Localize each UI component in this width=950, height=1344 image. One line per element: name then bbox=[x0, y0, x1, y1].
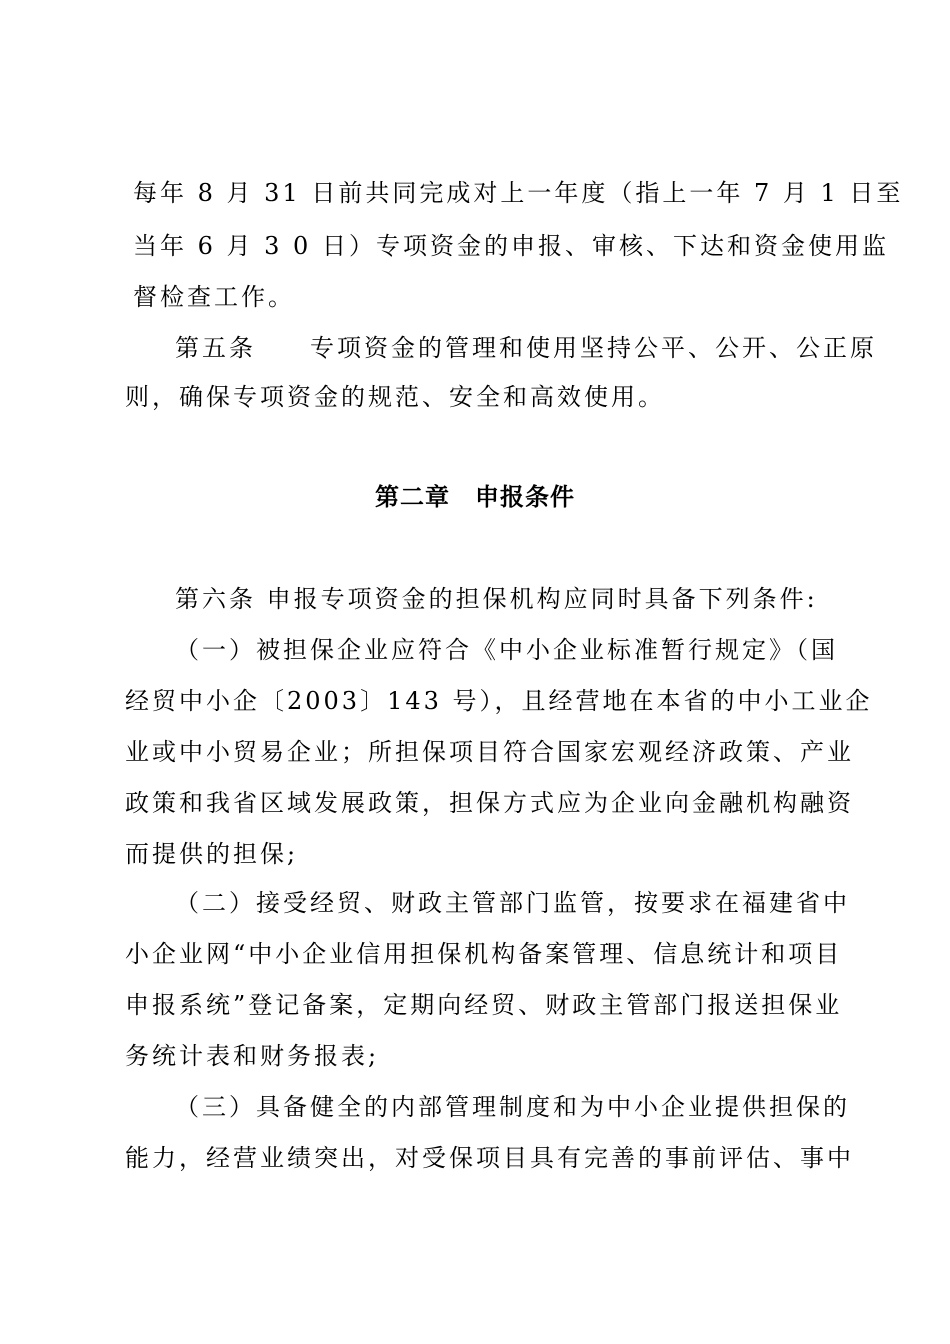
article-5-line: 则，确保专项资金的规范、安全和高效使用。 bbox=[125, 383, 665, 411]
item-2-line: 小企业网“中小企业信用担保机构备案管理、信息统计和项目 bbox=[125, 940, 843, 968]
item-2-line: （二）接受经贸、财政主管部门监管，按要求在福建省中 bbox=[175, 889, 850, 917]
item-1-line: （一）被担保企业应符合《中小企业标准暂行规定》（国 bbox=[175, 636, 838, 664]
item-1-line: 而提供的担保; bbox=[125, 840, 299, 868]
paragraph-line: 督检查工作。 bbox=[133, 283, 295, 311]
item-1-line: 政策和我省区域发展政策，担保方式应为企业向金融机构融资 bbox=[125, 789, 854, 817]
item-3-line: 能力，经营业绩突出，对受保项目具有完善的事前评估、事中 bbox=[125, 1144, 854, 1172]
item-1-line: 经贸中小企〔2003〕143 号），且经营地在本省的中小工业企 bbox=[125, 687, 873, 715]
article-6-intro: 第六条 申报专项资金的担保机构应同时具备下列条件: bbox=[175, 585, 818, 613]
chapter-title: 第二章 申报条件 bbox=[375, 483, 575, 511]
item-3-line: （三）具备健全的内部管理制度和为中小企业提供担保的 bbox=[175, 1093, 850, 1121]
article-5-line: 第五条 专项资金的管理和使用坚持公平、公开、公正原 bbox=[175, 334, 877, 362]
paragraph-line: 当年 6 月 3 0 日）专项资金的申报、审核、下达和资金使用监 bbox=[133, 232, 889, 260]
item-2-line: 务统计表和财务报表; bbox=[125, 1042, 380, 1070]
item-1-line: 业或中小贸易企业；所担保项目符合国家宏观经济政策、产业 bbox=[125, 738, 854, 766]
item-2-line: 申报系统”登记备案，定期向经贸、财政主管部门报送担保业 bbox=[125, 991, 843, 1019]
paragraph-line: 每年 8 月 31 日前共同完成对上一年度（指上一年 7 月 1 日至 bbox=[133, 179, 904, 207]
